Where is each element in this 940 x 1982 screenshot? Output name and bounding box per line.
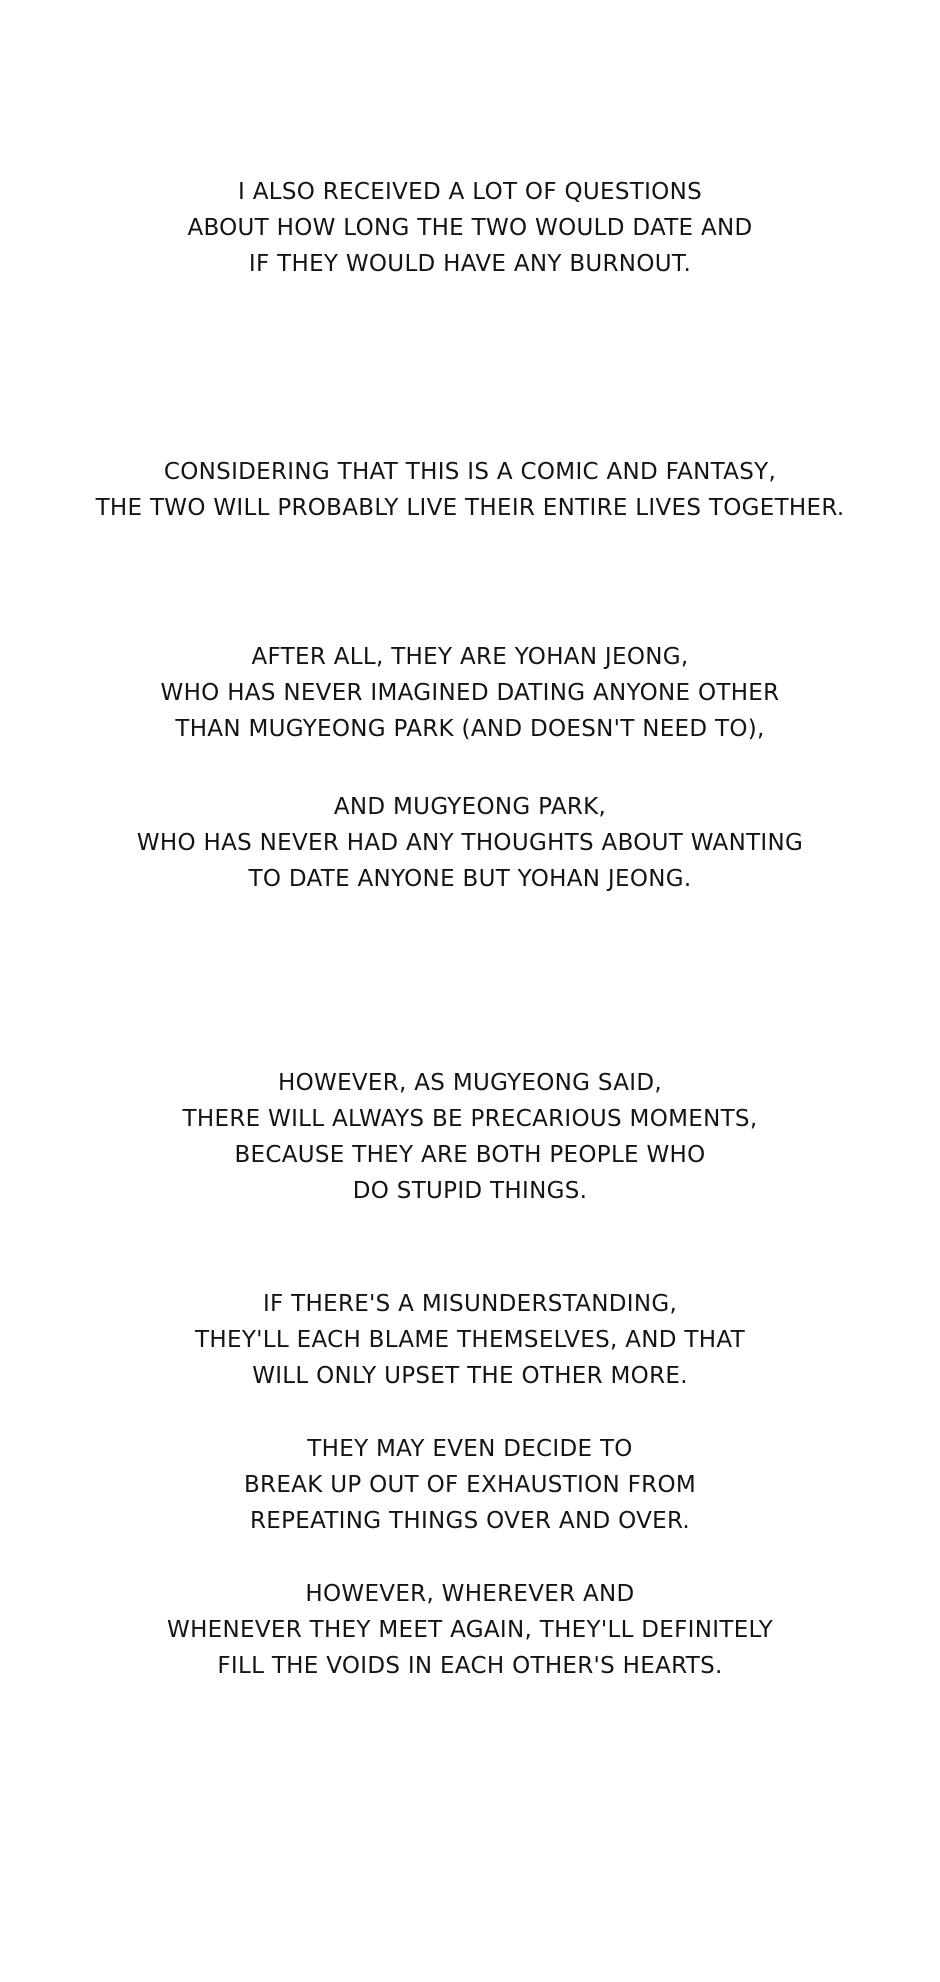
text-line: BECAUSE THEY ARE BOTH PEOPLE WHO: [234, 1142, 706, 1168]
text-line: THEY MAY EVEN DECIDE TO: [307, 1436, 633, 1462]
text-line: CONSIDERING THAT THIS IS A COMIC AND FANTASY,: [163, 459, 777, 485]
text-line: AND MUGYEONG PARK,: [333, 794, 607, 820]
text-line: AFTER ALL, THEY ARE YOHAN JEONG,: [251, 644, 689, 670]
text-line: IF THEY WOULD HAVE ANY BURNOUT.: [248, 251, 692, 277]
paragraph-questions: [0, 174, 940, 282]
text-line: IF THERE'S A MISUNDERSTANDING,: [262, 1291, 678, 1317]
text-line: THEY'LL EACH BLAME THEMSELVES, AND THAT: [195, 1327, 745, 1353]
text-line: FILL THE VOIDS IN EACH OTHER'S HEARTS.: [217, 1653, 723, 1679]
paragraph-comic-fantasy: [0, 454, 940, 526]
text-line: THERE WILL ALWAYS BE PRECARIOUS MOMENTS,: [182, 1106, 758, 1132]
text-line: REPEATING THINGS OVER AND OVER.: [249, 1508, 691, 1534]
text-line: ABOUT HOW LONG THE TWO WOULD DATE AND: [187, 215, 753, 241]
text-line: HOWEVER, AS MUGYEONG SAID,: [278, 1070, 662, 1096]
text-line: WHO HAS NEVER IMAGINED DATING ANYONE OTHER: [160, 680, 780, 706]
paragraph-misunderstanding: [0, 1286, 940, 1394]
text-line: TO DATE ANYONE BUT YOHAN JEONG.: [248, 866, 692, 892]
text-line: I ALSO RECEIVED A LOT OF QUESTIONS: [238, 179, 702, 205]
paragraph-meet-again: [0, 1576, 940, 1684]
text-line: BREAK UP OUT OF EXHAUSTION FROM: [243, 1472, 697, 1498]
paragraph-precarious-moments: [0, 1065, 940, 1209]
text-line: THAN MUGYEONG PARK (AND DOESN'T NEED TO),: [175, 716, 765, 742]
text-line: DO STUPID THINGS.: [352, 1178, 588, 1204]
text-line: HOWEVER, WHEREVER AND: [305, 1581, 635, 1607]
text-line: THE TWO WILL PROBABLY LIVE THEIR ENTIRE LIVES TOGETHER.: [95, 495, 845, 521]
text-line: WHENEVER THEY MEET AGAIN, THEY'LL DEFINITELY: [167, 1617, 773, 1643]
paragraph-break-up: [0, 1431, 940, 1539]
text-line: WILL ONLY UPSET THE OTHER MORE.: [252, 1363, 688, 1389]
text-line: WHO HAS NEVER HAD ANY THOUGHTS ABOUT WANTING: [136, 830, 804, 856]
paragraph-mugyeong-park: [0, 789, 940, 897]
paragraph-yohan-jeong: [0, 639, 940, 747]
